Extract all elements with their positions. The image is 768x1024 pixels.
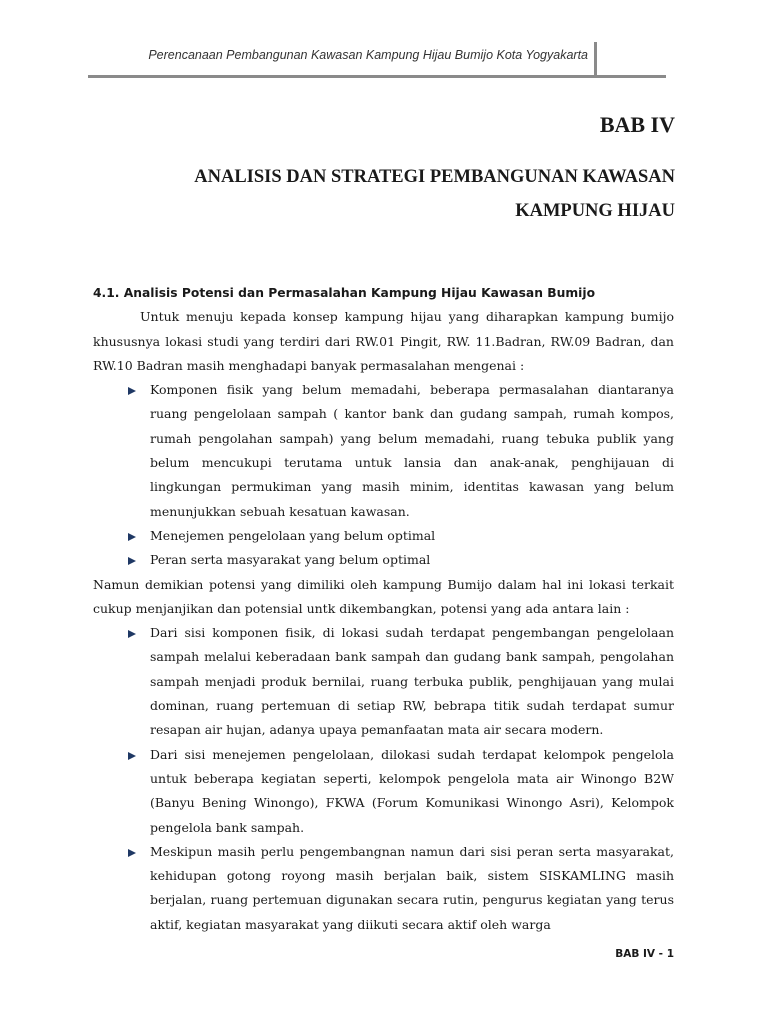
section-heading: 4.1. Analisis Potensi dan Permasalahan Kampung Hijau Kawasan Bumijo — [93, 286, 596, 300]
list-item-text: Dari sisi komponen fisik, di lokasi sudah terdapat pengembangan pengelolaan sampah melalui keberadaan bank sampah dan gudang bank sampah, pengolahan sampah menjadi produk bernilai, ruang terbuka publik, penghijauan yang mulai dominan, ruang pertemuan di setiap RW, bebrapa titik sudah terdapat sumur resapan air hujan, adanya upaya pemanfaatan mata air secara modern. — [150, 625, 674, 738]
header-rule — [88, 75, 666, 78]
list-item — [93, 621, 674, 742]
list-item-text: Peran serta masyarakat yang belum optimal — [150, 552, 431, 568]
list-item-text: Menejemen pengelolaan yang belum optimal — [150, 527, 436, 543]
chapter-number: BAB IV — [599, 112, 675, 137]
bullet-arrow-icon — [128, 533, 136, 541]
bullet-arrow-icon — [128, 387, 136, 395]
list-item — [93, 743, 674, 840]
bullet-arrow-icon — [128, 752, 136, 760]
problems-list — [93, 378, 674, 572]
header-vertical-rule — [594, 42, 597, 78]
chapter-title-line-2: KAMPUNG HIJAU — [515, 201, 675, 221]
list-item — [93, 840, 674, 937]
list-item-text: Komponen fisik yang belum memadahi, beberapa permasalahan diantaranya ruang pengelolaan sampah ( kantor bank dan gudang sampah, rumah kompos, rumah pengolahan sampah) yang belum memadahi, ruang tebuka publik yang belum mencukupi terutama untuk lansia dan anak-anak, penghijauan di lingkungan permukiman yang masih minim, identitas kawasan yang belum menunjukkan sebuah kesatuan kawasan. — [150, 382, 674, 519]
intro-paragraph: Untuk menuju kepada konsep kampung hijau yang diharapkan kampung bumijo khususnya lokasi studi yang terdiri dari RW.01 Pingit, RW. 11.Badran, RW.09 Badran, dan RW.10 Badran masih menghadapi banyak permasalahan mengenai : — [93, 309, 674, 373]
bullet-arrow-icon — [128, 849, 136, 857]
chapter-title — [115, 160, 675, 228]
list-item — [93, 548, 674, 572]
potentials-list — [93, 621, 674, 937]
chapter-title-line-1: ANALISIS DAN STRATEGI PEMBANGUNAN KAWASAN — [194, 167, 675, 187]
bullet-arrow-icon — [128, 557, 136, 565]
list-item — [93, 524, 674, 548]
list-item-text: Dari sisi menejemen pengelolaan, dilokasi sudah terdapat kelompok pengelola untuk beberapa kegiatan seperti, kelompok pengelola mata air Winongo B2W (Banyu Bening Winongo), FKWA (Forum Komunikasi Winongo Asri), Kelompok pengelola bank sampah. — [150, 746, 674, 835]
list-item — [93, 378, 674, 524]
section-body — [93, 281, 674, 937]
page-number: BAB IV - 1 — [615, 948, 674, 960]
potential-paragraph: Namun demikian potensi yang dimiliki oleh kampung Bumijo dalam hal ini lokasi terkait cukup menjanjikan dan potensial untk dikembangkan, potensi yang ada antara lain : — [93, 576, 674, 616]
list-item-text: Meskipun masih perlu pengembangnan namun dari sisi peran serta masyarakat, kehidupan gotong royong masih berjalan baik, sistem SISKAMLING masih berjalan, ruang pertemuan digunakan secara rutin, pengurus kegiatan yang terus aktif, kegiatan masyarakat yang diikuti secara aktif oleh warga — [150, 843, 674, 932]
bullet-arrow-icon — [128, 630, 136, 638]
running-header: Perencanaan Pembangunan Kawasan Kampung Hijau Bumijo Kota Yogyakarta — [148, 48, 588, 62]
